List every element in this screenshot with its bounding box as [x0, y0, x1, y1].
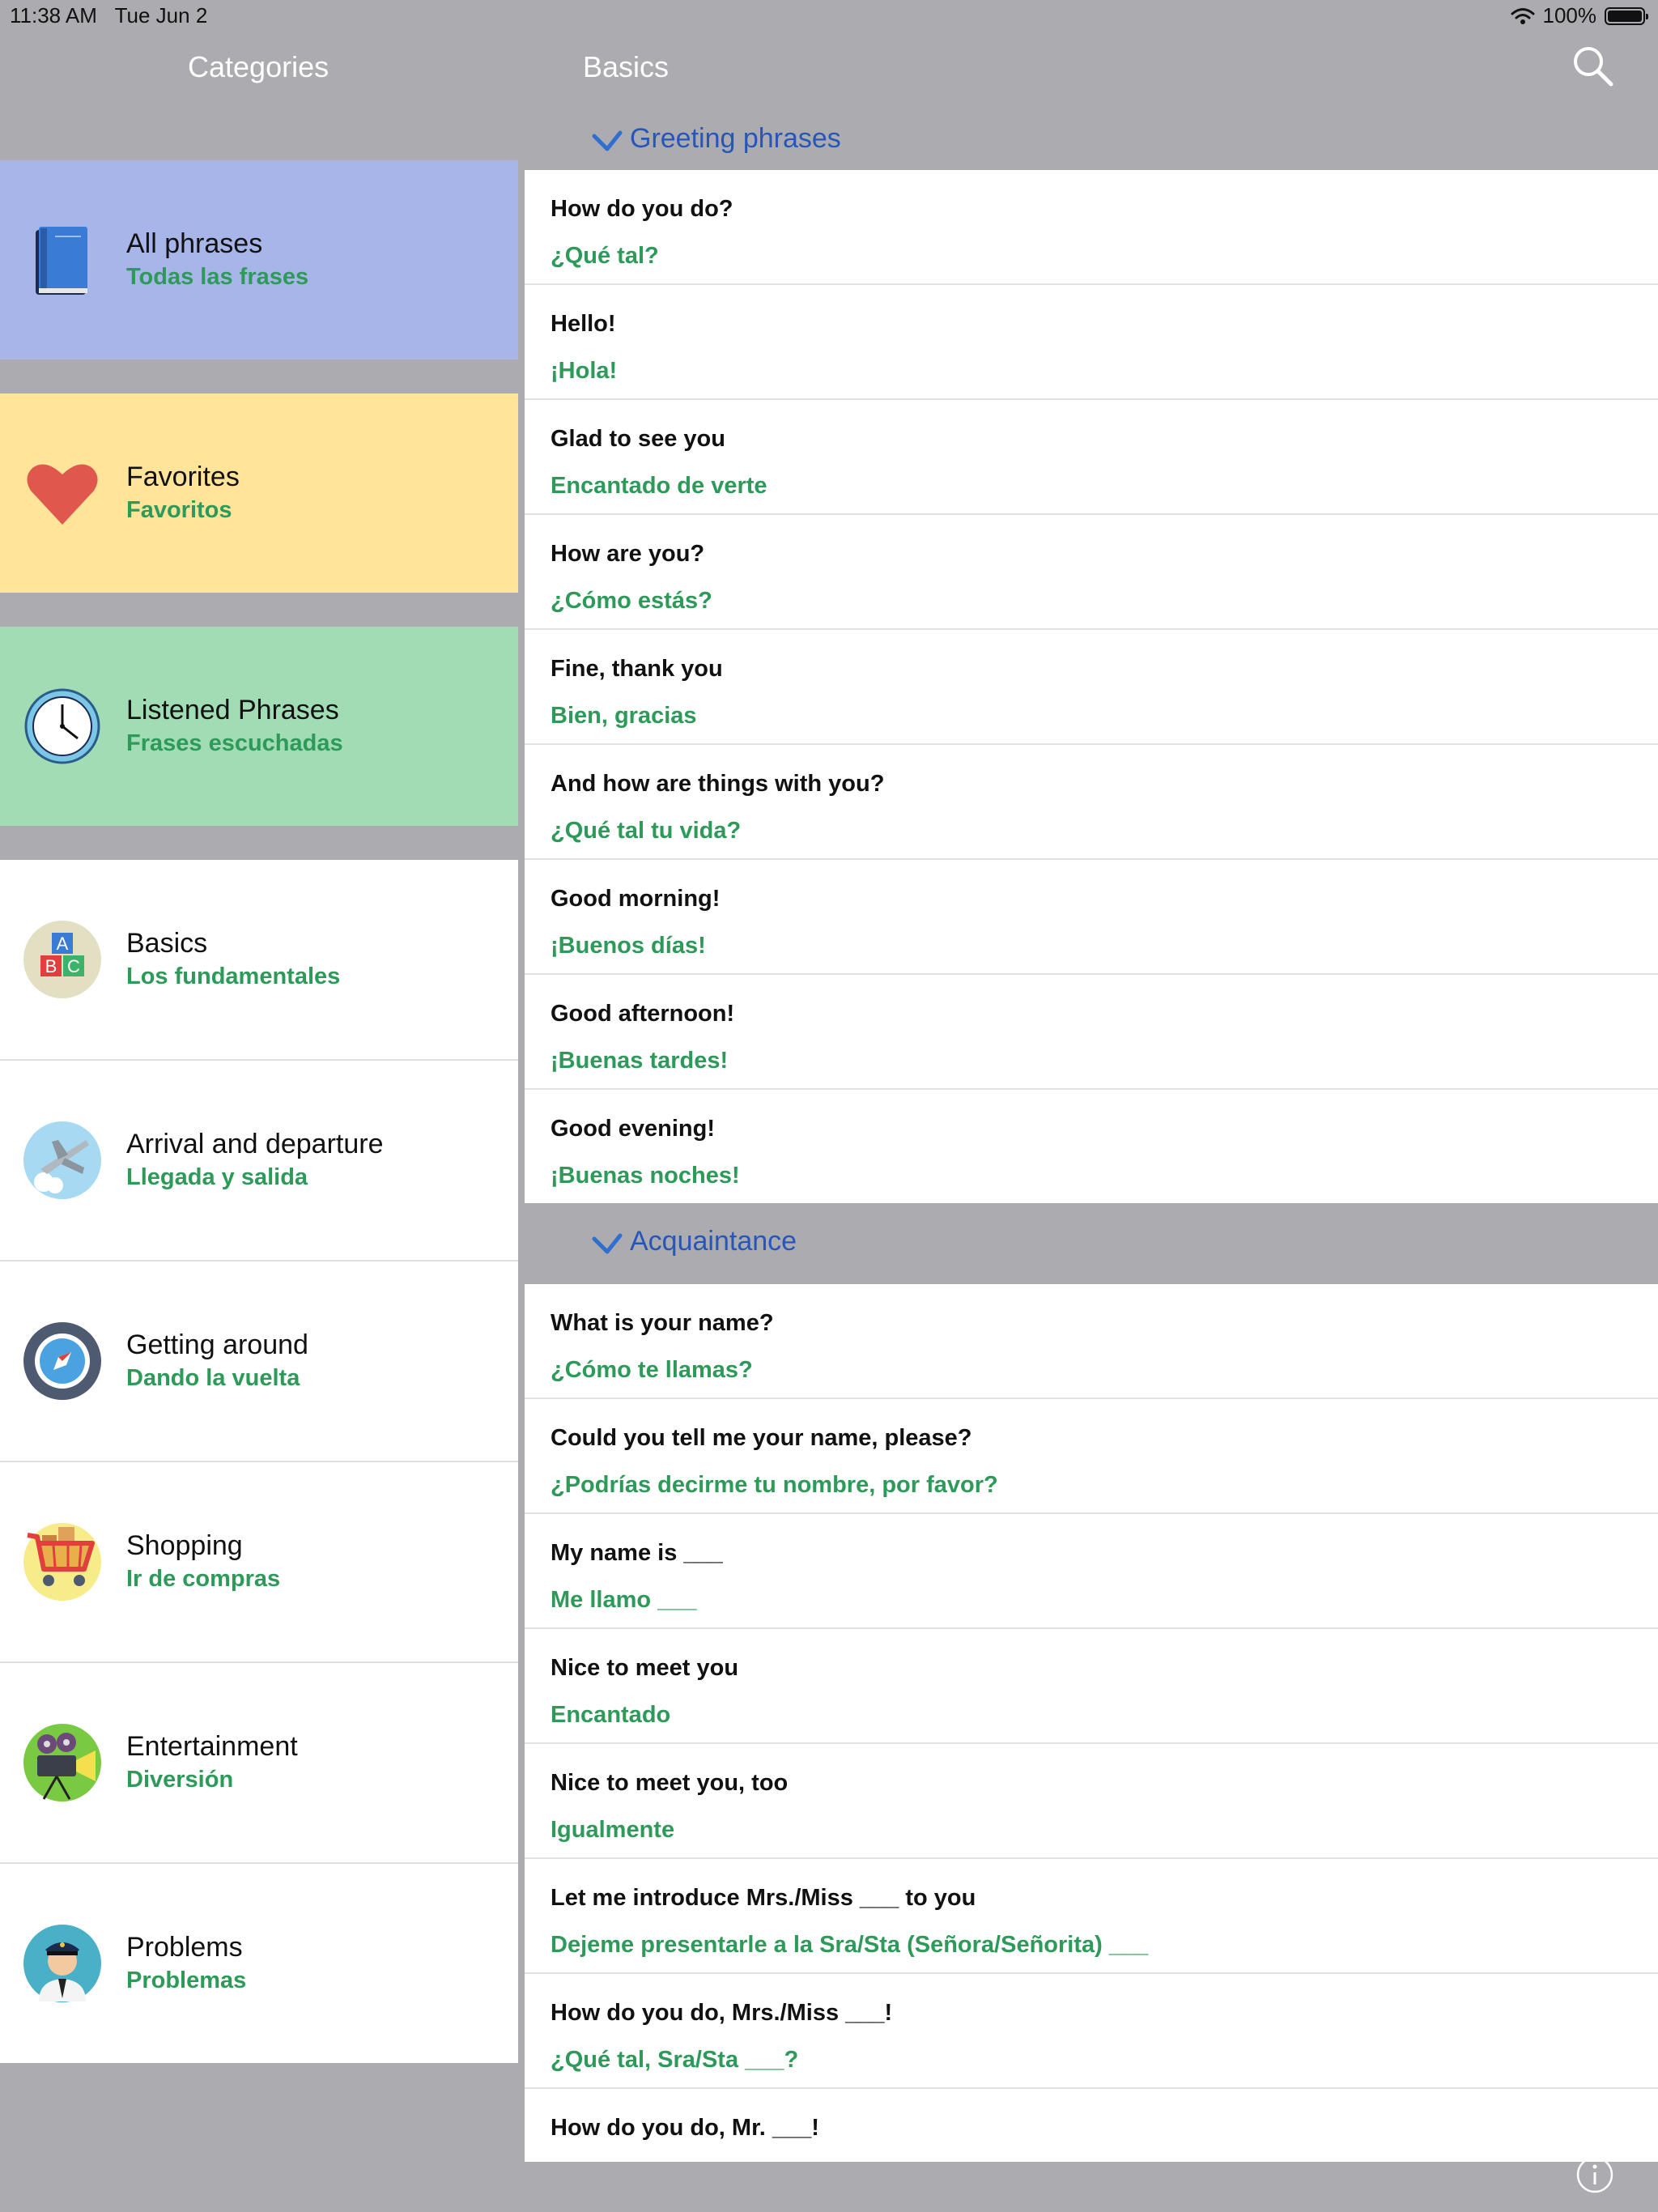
section-title: Acquaintance — [630, 1226, 797, 1257]
category-sublabel: Llegada y salida — [126, 1164, 308, 1190]
phrase-english: Hello! — [551, 311, 616, 337]
phrase-english: My name is ___ — [551, 1540, 723, 1566]
category-label: All phrases — [126, 228, 263, 259]
phrase-row[interactable] — [525, 400, 1658, 515]
phrase-row[interactable] — [525, 1284, 1658, 1399]
info-icon[interactable] — [1575, 2155, 1614, 2194]
category-label: Problems — [126, 1932, 243, 1963]
phrase-spanish: ¿Qué tal, Sra/Sta ___? — [551, 2047, 799, 2073]
phrase-english: Nice to meet you, too — [551, 1770, 789, 1796]
svg-text:A: A — [56, 934, 69, 954]
category-arrival-departure[interactable] — [0, 1061, 518, 1261]
category-sublabel: Ir de compras — [126, 1566, 281, 1592]
category-getting-around[interactable] — [0, 1261, 518, 1462]
compass-icon — [23, 1321, 102, 1401]
categories-sidebar — [0, 160, 518, 2063]
police-officer-icon — [23, 1924, 102, 2003]
category-list — [0, 860, 518, 2063]
phrase-spanish: Dejeme presentarle a la Sra/Sta (Señora/Señorita) ___ — [551, 1932, 1149, 1958]
phrase-english: How do you do, Mr. ___! — [551, 2115, 819, 2141]
search-icon[interactable] — [1571, 44, 1616, 89]
phrase-english: Nice to meet you — [551, 1655, 739, 1681]
svg-text:C: C — [67, 956, 80, 976]
category-all-phrases[interactable] — [0, 160, 518, 359]
phrase-spanish: ¡Buenas tardes! — [551, 1048, 729, 1074]
phrase-spanish: ¿Cómo te llamas? — [551, 1357, 753, 1383]
category-sublabel: Los fundamentales — [126, 963, 341, 989]
category-label: Basics — [126, 928, 208, 959]
section-header-acquaintance[interactable] — [525, 1203, 1658, 1284]
shopping-cart-icon — [23, 1522, 102, 1602]
heart-icon — [23, 453, 102, 533]
phrase-row[interactable] — [525, 975, 1658, 1090]
phrase-english: Let me introduce Mrs./Miss ___ to you — [551, 1885, 976, 1911]
category-entertainment[interactable] — [0, 1663, 518, 1864]
phrases-panel — [525, 113, 1658, 2162]
phrase-list — [525, 1284, 1658, 2162]
phrase-row[interactable] — [525, 170, 1658, 285]
phrase-spanish: ¿Podrías decirme tu nombre, por favor? — [551, 1472, 998, 1498]
phrase-english: How are you? — [551, 541, 705, 567]
phrase-row[interactable] — [525, 515, 1658, 630]
book-icon — [23, 220, 102, 300]
phrase-spanish: Igualmente — [551, 1817, 675, 1843]
category-sublabel: Frases escuchadas — [126, 730, 343, 756]
abc-blocks-icon — [23, 920, 102, 999]
movie-camera-icon — [23, 1723, 102, 1802]
wifi-icon — [1511, 7, 1535, 25]
phrase-spanish: Bien, gracias — [551, 703, 697, 729]
section-title: Greeting phrases — [630, 123, 841, 154]
phrase-spanish: ¡Buenas noches! — [551, 1163, 740, 1189]
chevron-down-icon — [591, 1231, 623, 1258]
category-shopping[interactable] — [0, 1462, 518, 1663]
separator — [0, 359, 518, 393]
phrase-row[interactable] — [525, 1629, 1658, 1744]
phrase-english: How do you do, Mrs./Miss ___! — [551, 2000, 893, 2026]
separator — [0, 826, 518, 860]
basics-title: Basics — [583, 50, 670, 83]
category-label: Getting around — [126, 1329, 308, 1360]
battery-percent: 100% — [1542, 3, 1596, 28]
airplane-icon — [23, 1121, 102, 1200]
svg-text:B: B — [45, 956, 57, 976]
category-label: Arrival and departure — [126, 1129, 384, 1159]
phrase-english: Good morning! — [551, 886, 721, 912]
phrase-row[interactable] — [525, 1090, 1658, 1203]
categories-title: Categories — [188, 50, 329, 83]
phrase-spanish: Encantado de verte — [551, 473, 767, 499]
phrase-row[interactable] — [525, 860, 1658, 975]
phrase-english: Fine, thank you — [551, 656, 723, 682]
phrase-spanish: ¡Hola! — [551, 358, 618, 384]
phrase-row[interactable] — [525, 630, 1658, 745]
phrase-list — [525, 170, 1658, 1203]
phrase-row[interactable] — [525, 2089, 1658, 2162]
phrase-spanish: Encantado — [551, 1702, 671, 1728]
category-listened-phrases[interactable] — [0, 627, 518, 826]
category-sublabel: Favoritos — [126, 497, 232, 523]
phrase-spanish: ¿Qué tal? — [551, 243, 659, 269]
category-label: Entertainment — [126, 1731, 298, 1762]
chevron-down-icon — [591, 128, 623, 155]
phrase-spanish: ¿Cómo estás? — [551, 588, 712, 614]
phrase-english: Glad to see you — [551, 426, 725, 452]
section-header-greeting[interactable] — [525, 113, 1658, 170]
category-sublabel: Diversión — [126, 1767, 234, 1793]
phrase-spanish: Me llamo ___ — [551, 1587, 697, 1613]
status-right — [1511, 3, 1646, 28]
category-sublabel: Dando la vuelta — [126, 1365, 300, 1391]
category-label: Shopping — [126, 1530, 243, 1561]
category-sublabel: Problemas — [126, 1967, 247, 1993]
battery-icon — [1605, 7, 1645, 25]
phrase-row[interactable] — [525, 1399, 1658, 1514]
phrase-row[interactable] — [525, 1514, 1658, 1629]
phrase-english: And how are things with you? — [551, 771, 885, 797]
phrase-row[interactable] — [525, 745, 1658, 860]
phrase-row[interactable] — [525, 1744, 1658, 1859]
status-time: 11:38 AM Tue Jun 2 — [10, 3, 208, 28]
phrase-english: Good afternoon! — [551, 1001, 735, 1027]
phrase-row[interactable] — [525, 1974, 1658, 2089]
phrase-spanish: ¡Buenos días! — [551, 933, 706, 959]
category-sublabel: Todas las frases — [126, 264, 309, 290]
phrase-english: Good evening! — [551, 1116, 715, 1142]
separator — [0, 593, 518, 627]
category-problems[interactable] — [0, 1864, 518, 2063]
phrase-row[interactable] — [525, 285, 1658, 400]
status-bar — [0, 0, 1658, 32]
clock-icon — [23, 687, 102, 766]
phrase-english: What is your name? — [551, 1310, 774, 1336]
phrase-english: Could you tell me your name, please? — [551, 1425, 972, 1451]
category-label: Favorites — [126, 462, 240, 492]
category-favorites[interactable] — [0, 393, 518, 593]
phrase-row[interactable] — [525, 1859, 1658, 1974]
phrase-english: How do you do? — [551, 196, 733, 222]
category-basics[interactable] — [0, 860, 518, 1061]
phrase-spanish: ¿Qué tal tu vida? — [551, 818, 742, 844]
category-label: Listened Phrases — [126, 695, 339, 725]
